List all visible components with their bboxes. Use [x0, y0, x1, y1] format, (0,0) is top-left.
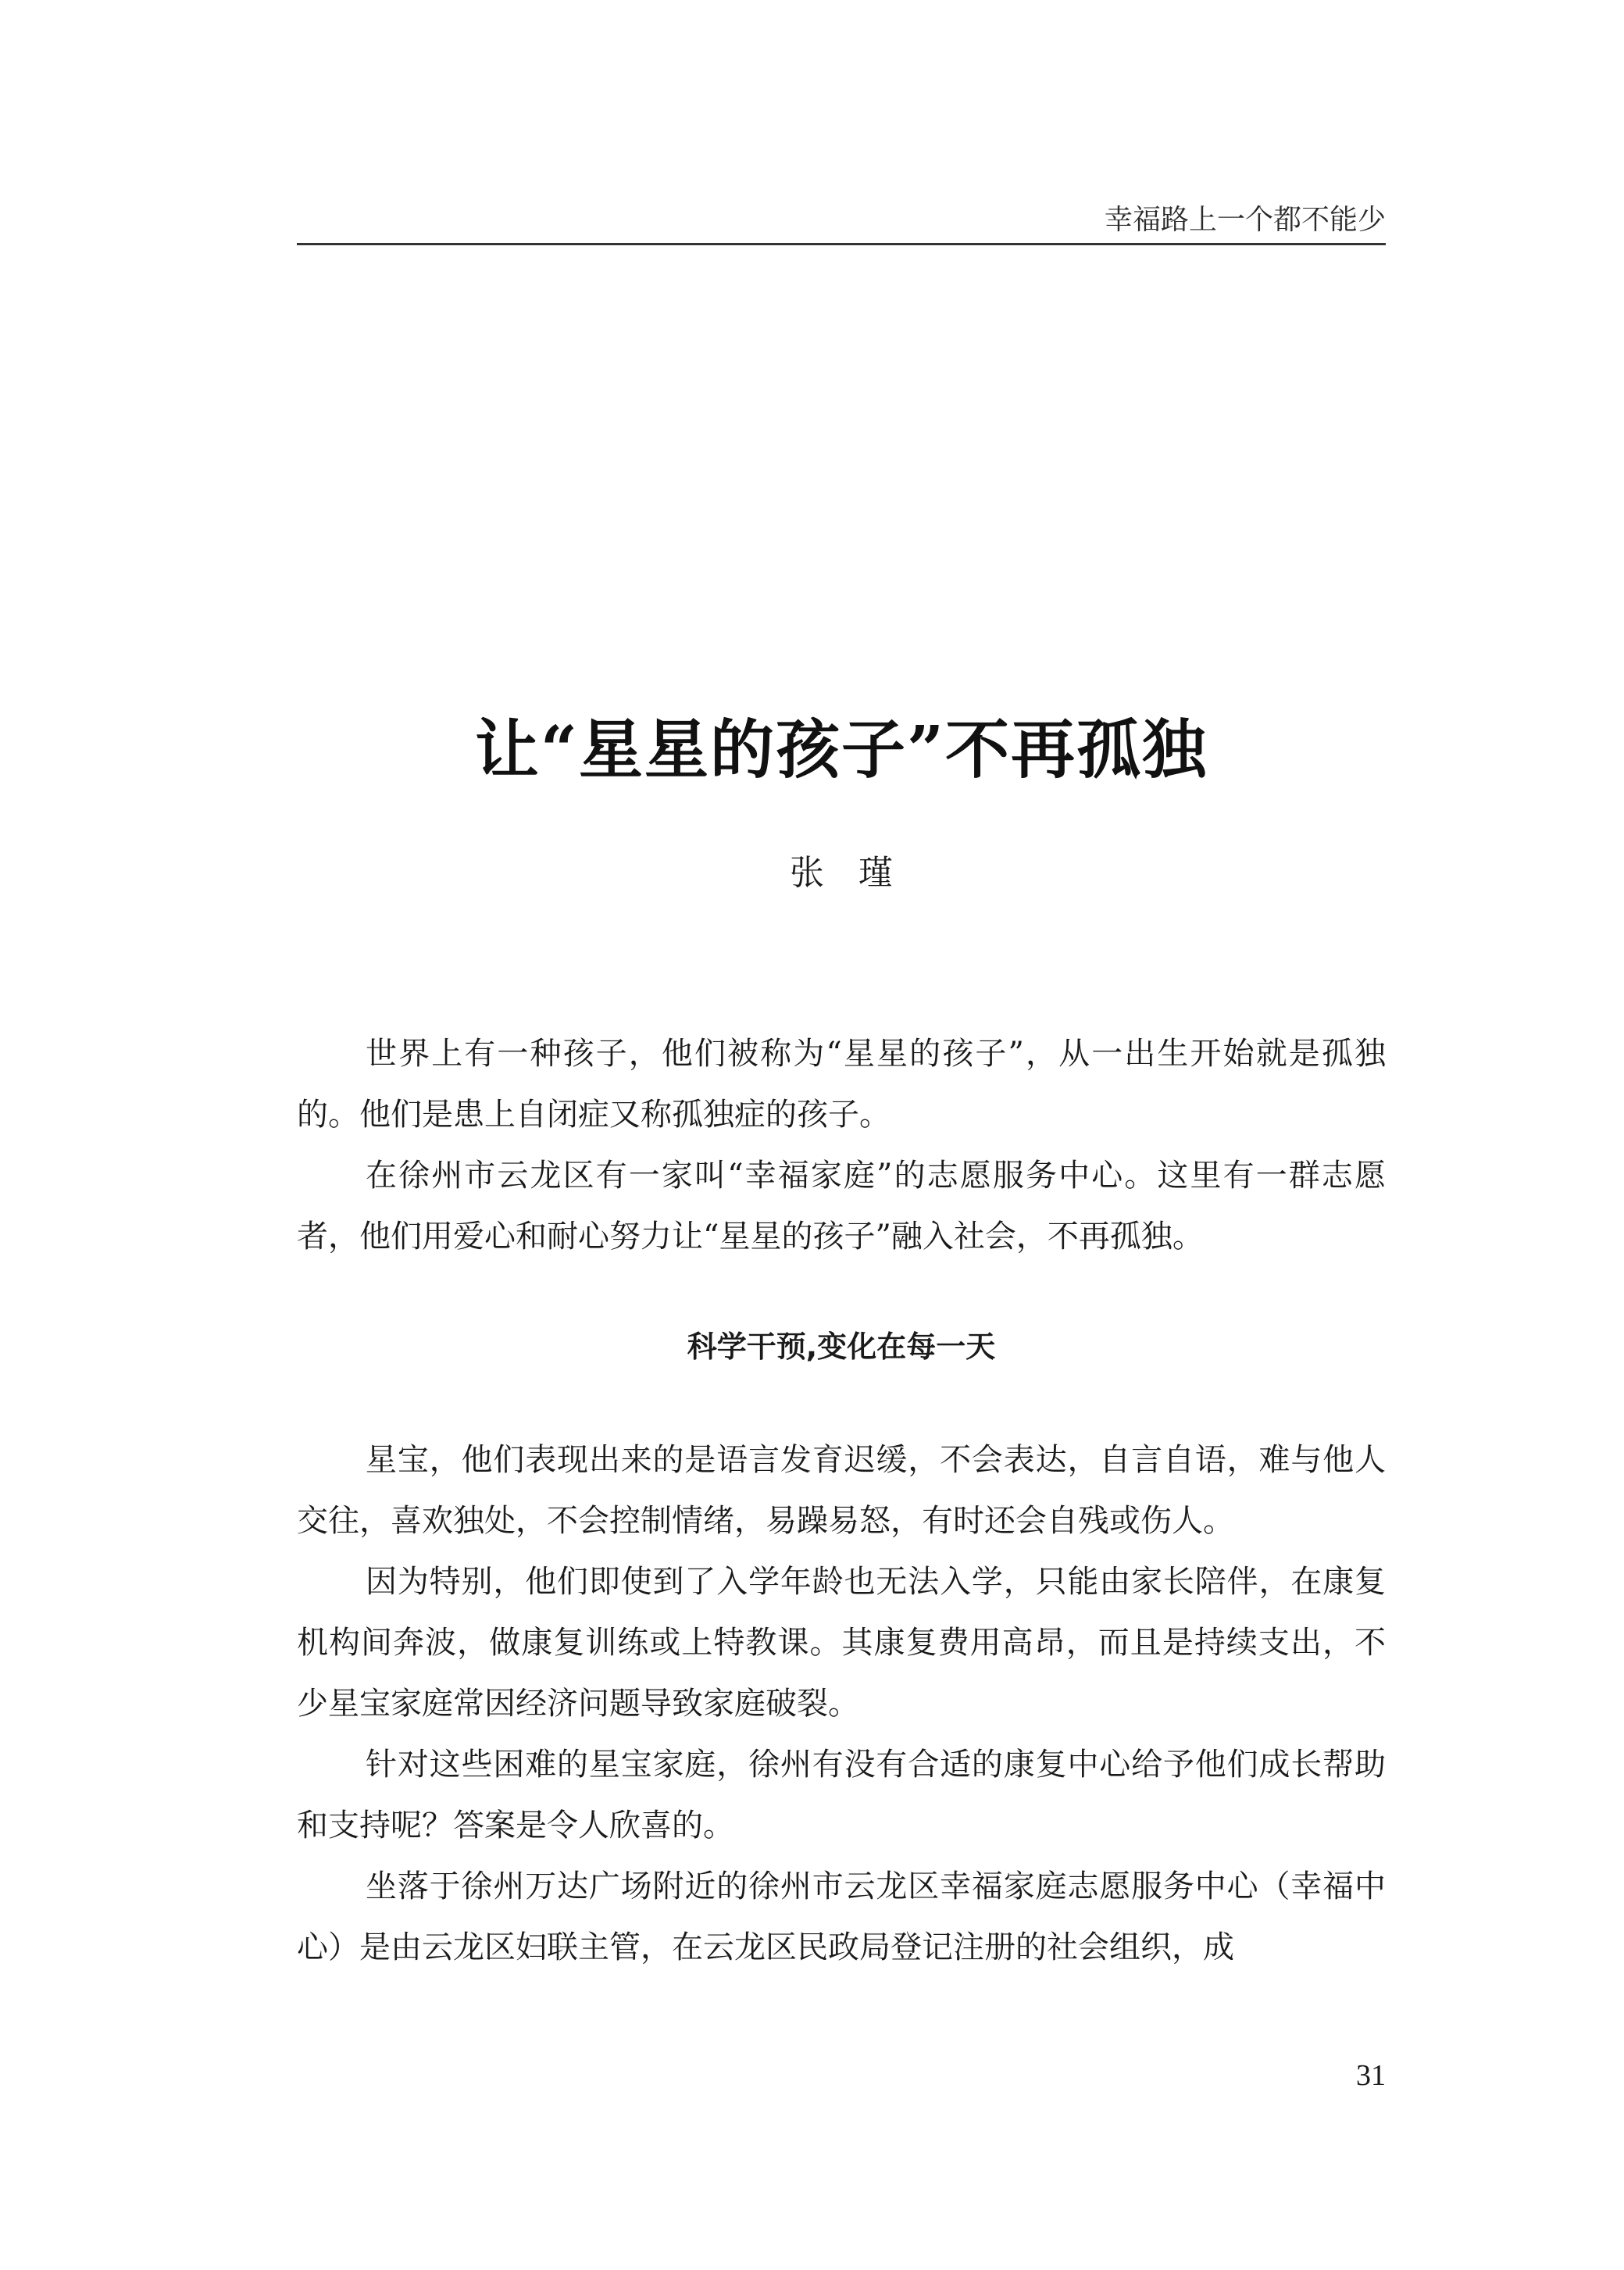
intro-text: [297, 1023, 1386, 1267]
section-heading: 科学干预,变化在每一天: [687, 1330, 996, 1364]
paragraph: 世界上有一种孩子，他们被称为“星星的孩子”，从一出生开始就是孤独的。他们是患上自闭症又称孤独症的孩子。: [297, 1036, 1386, 1133]
paragraph: 坐落于徐州万达广场附近的徐州市云龙区幸福家庭志愿服务中心（幸福中心）是由云龙区妇联主管，在云龙区民政局登记注册的社会组织，成: [297, 1868, 1386, 1965]
article-title: 让“星星的孩子”不再孤独: [474, 712, 1208, 787]
page-number: 31: [1356, 2059, 1386, 2092]
paragraph: 在徐州市云龙区有一家叫“幸福家庭”的志愿服务中心。这里有一群志愿者，他们用爱心和耐心努力让“星星的孩子”融入社会，不再孤独。: [297, 1158, 1386, 1255]
header-rule: [297, 243, 1386, 245]
author-name: 张瑾: [790, 853, 927, 893]
section-text: [297, 1429, 1386, 1978]
paragraph: 针对这些困难的星宝家庭，徐州有没有合适的康复中心给予他们成长帮助和支持呢？答案是令人欣喜的。: [297, 1747, 1386, 1843]
paragraph: 因为特别，他们即使到了入学年龄也无法入学，只能由家长陪伴，在康复机构间奔波，做康复训练或上特教课。其康复费用高昂，而且是持续支出，不少星宝家庭常因经济问题导致家庭破裂。: [297, 1564, 1386, 1722]
paragraph: 星宝，他们表现出来的是语言发育迟缓，不会表达，自言自语，难与他人交往，喜欢独处，不会控制情绪，易躁易怒，有时还会自残或伤人。: [297, 1442, 1386, 1539]
running-header: 幸福路上一个都不能少: [1104, 204, 1386, 236]
